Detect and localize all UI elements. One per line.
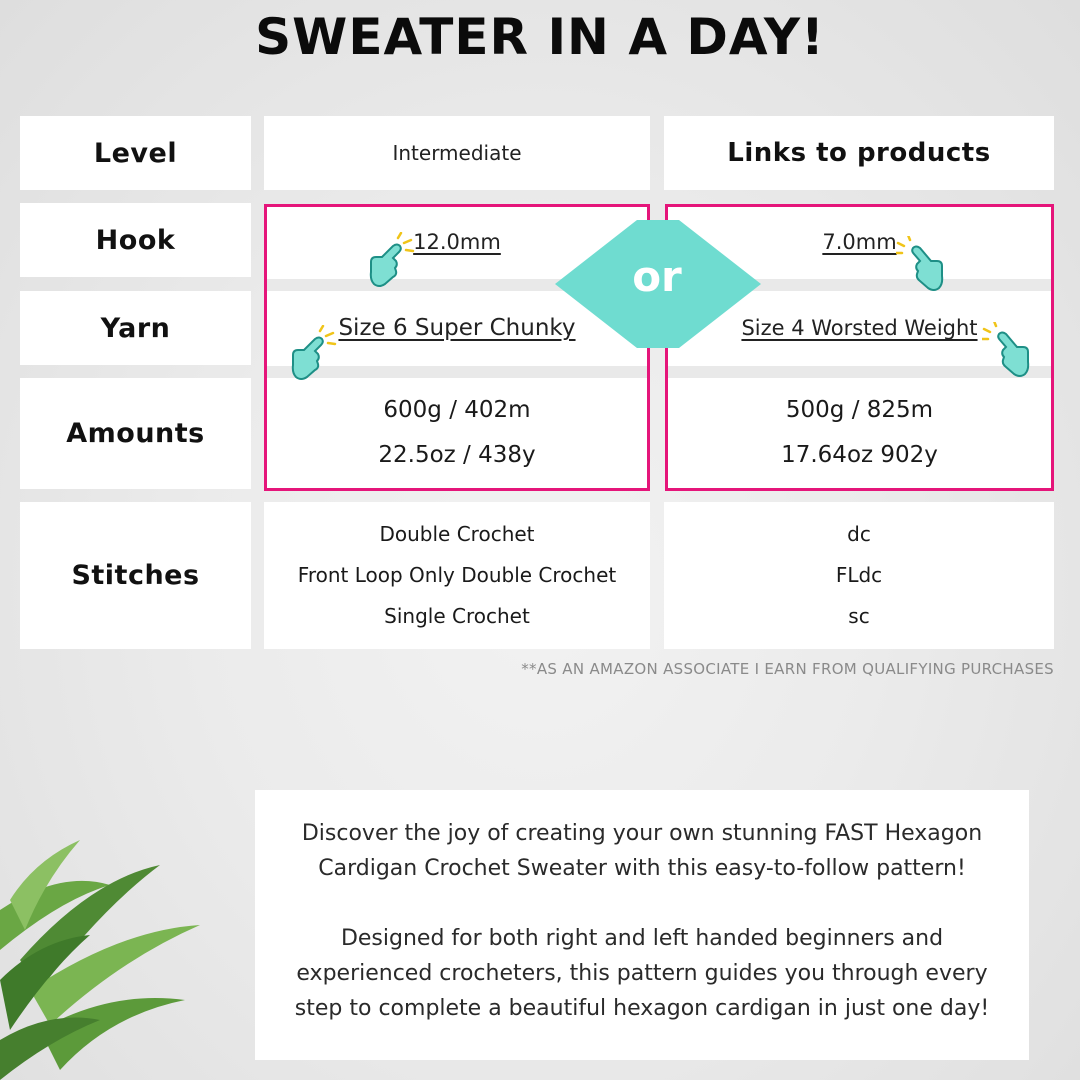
amounts-right-metric: 500g / 825m — [785, 397, 934, 423]
label-cell-yarn — [20, 291, 251, 365]
label-cell-stitches — [20, 502, 251, 649]
label-cell-level — [20, 116, 251, 190]
pointing-hand-icon — [287, 325, 337, 383]
links-header: Links to products — [727, 138, 991, 168]
hook-right-link[interactable]: 7.0mm — [822, 230, 897, 254]
row-label-yarn: Yarn — [100, 312, 171, 344]
value-cell-level — [264, 116, 650, 190]
hook-left-link[interactable]: 12.0mm — [413, 230, 501, 254]
amounts-left-imperial: 22.5oz / 438y — [378, 442, 536, 468]
description-box — [255, 790, 1029, 1060]
amounts-right-imperial: 17.64oz 902y — [781, 442, 938, 468]
pointing-hand-icon — [982, 322, 1034, 380]
yarn-left-link[interactable]: Size 6 Super Chunky — [338, 315, 576, 341]
pointing-hand-icon — [365, 232, 415, 290]
label-cell-amounts — [20, 378, 251, 489]
stitches-right-cell — [664, 502, 1054, 649]
affiliate-disclaimer: **AS AN AMAZON ASSOCIATE I EARN FROM QUALIFYING PURCHASES — [521, 660, 1054, 678]
row-label-stitches: Stitches — [71, 560, 200, 591]
yarn-right-link[interactable]: Size 4 Worsted Weight — [741, 316, 978, 340]
row-label-amounts: Amounts — [66, 418, 205, 449]
pointing-hand-icon — [896, 236, 948, 294]
stitches-left-cell — [264, 502, 650, 649]
level-value: Intermediate — [392, 141, 522, 165]
amounts-left-metric: 600g / 402m — [383, 397, 531, 423]
row-label-level: Level — [93, 137, 178, 169]
label-cell-hook — [20, 203, 251, 277]
stitch-abbreviation: dc — [847, 522, 871, 546]
plant-leaves-decoration — [0, 840, 240, 1080]
page-title: SWEATER IN A DAY! — [255, 8, 825, 66]
or-label: or — [632, 252, 682, 301]
row-label-hook: Hook — [95, 224, 176, 256]
stitch-abbreviation: FLdc — [835, 563, 883, 587]
header-links-cell — [664, 116, 1054, 190]
stitch-abbreviation: sc — [848, 604, 870, 628]
stitch-name: Front Loop Only Double Crochet — [297, 563, 617, 587]
stitch-name: Single Crochet — [384, 604, 530, 628]
description-paragraph: Designed for both right and left handed beginners and experienced crocheters, this pattern guides you through every step to complete a beautiful hexagon cardigan in just one day! — [294, 926, 990, 1021]
stitch-name: Double Crochet — [379, 522, 535, 546]
description-paragraph: Discover the joy of creating your own stunning FAST Hexagon Cardigan Crochet Sweater with this easy-to-follow pattern! — [301, 821, 983, 881]
